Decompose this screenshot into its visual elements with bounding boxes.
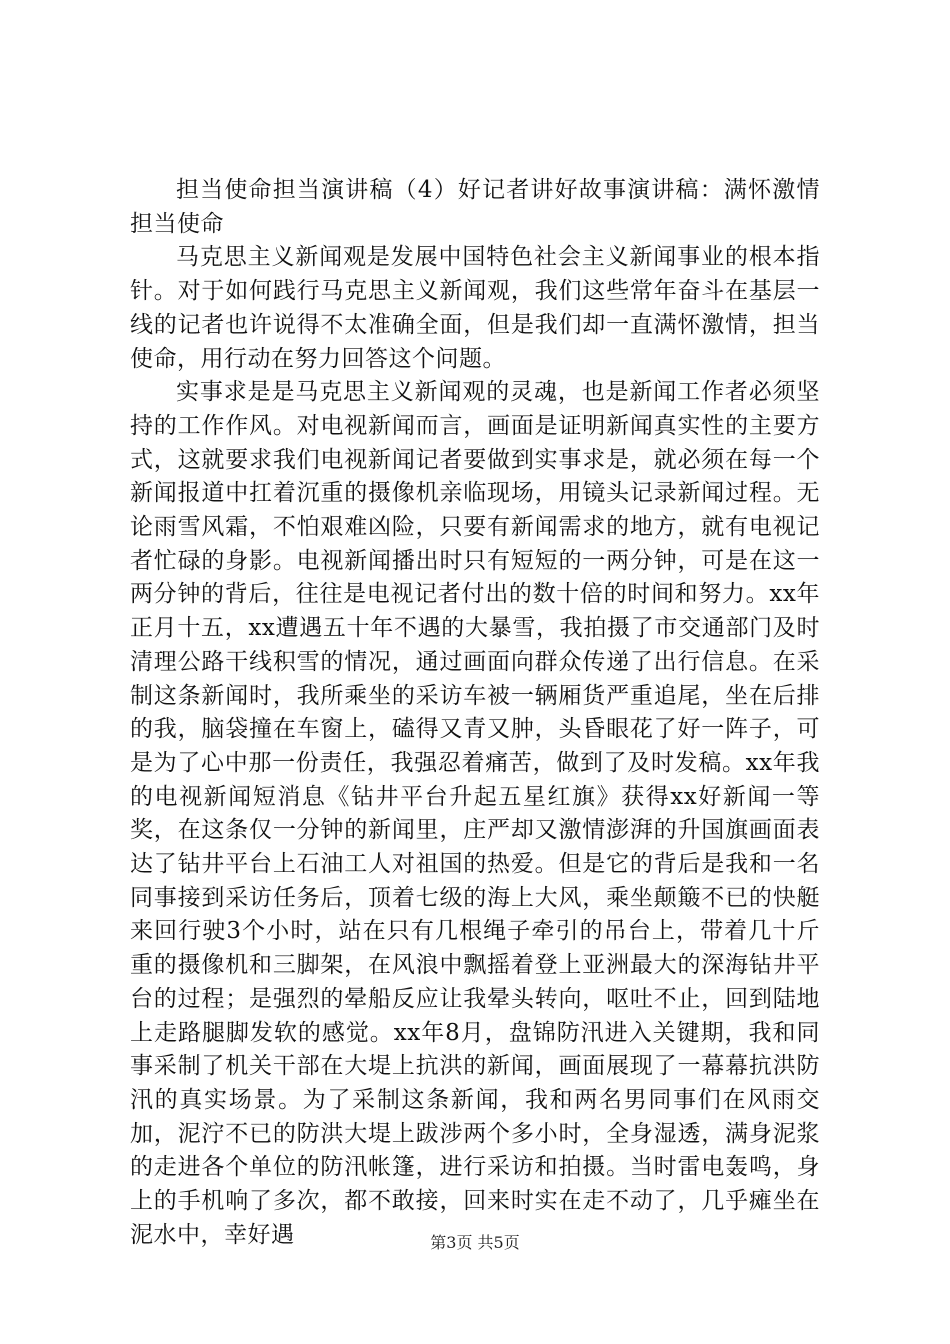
paragraph-1: 马克思主义新闻观是发展中国特色社会主义新闻事业的根本指针。对于如何践行马克思主义新闻观，我们这些常年奋斗在基层一线的记者也许说得不太准确全面，但是我们却一直满怀激情，担当使命，用行动在努力回答这个问题。 — [130, 244, 820, 372]
document-body — [130, 174, 820, 1253]
paragraph-2: 实事求是是马克思主义新闻观的灵魂，也是新闻工作者必须坚持的工作作风。对电视新闻而言，画面是证明新闻真实性的主要方式，这就要求我们电视新闻记者要做到实事求是，就必须在每一个新闻报道中扛着沉重的摄像机亲临现场，用镜头记录新闻过程。无论雨雪风霜，不怕艰难凶险，只要有新闻需求的地方，就有电视记者忙碌的身影。电视新闻播出时只有短短的一两分钟，可是在这一两分钟的背后，往往是电视记者付出的数十倍的时间和努力。xx年正月十五，xx遭遇五十年不遇的大暴雪，我拍摄了市交通部门及时清理公路干线积雪的情况，通过画面向群众传递了出行信息。在采制这条新闻时，我所乘坐的采访车被一辆厢货严重追尾，坐在后排的我，脑袋撞在车窗上，磕得又青又肿，头昏眼花了好一阵子，可是为了心中那一份责任，我强忍着痛苦，做到了及时发稿。xx年我的电视新闻短消息《钻井平台升起五星红旗》获得xx好新闻一等奖，在这条仅一分钟的新闻里，庄严却又激情澎湃的升国旗画面表达了钻井平台上石油工人对祖国的热爱。但是它的背后是我和一名同事接到采访任务后，顶着七级的海上大风，乘坐颠簸不已的快艇来回行驶3个小时，站在只有几根绳子牵引的吊台上，带着几十斤重的摄像机和三脚架，在风浪中飘摇着登上亚洲最大的深海钻井平台的过程；是强烈的晕船反应让我晕头转向，呕吐不止，回到陆地上走路腿脚发软的感觉。xx年8月，盘锦防汛进入关键期，我和同事采制了机关干部在大堤上抗洪的新闻，画面展现了一幕幕抗洪防汛的真实场景。为了采制这条新闻，我和两名男同事们在风雨交加，泥泞不已的防洪大堤上跋涉两个多小时，全身湿透，满身泥浆的走进各个单位的防汛帐篷，进行采访和拍摄。当时雷电轰鸣，身上的手机响了多次，都不敢接，回来时实在走不动了，几乎瘫坐在泥水中，幸好遇 — [130, 379, 820, 1248]
page-footer: 第3页 共5页 — [430, 1233, 520, 1252]
document-title: 担当使命担当演讲稿（4）好记者讲好故事演讲稿：满怀激情担当使命 — [130, 177, 820, 237]
